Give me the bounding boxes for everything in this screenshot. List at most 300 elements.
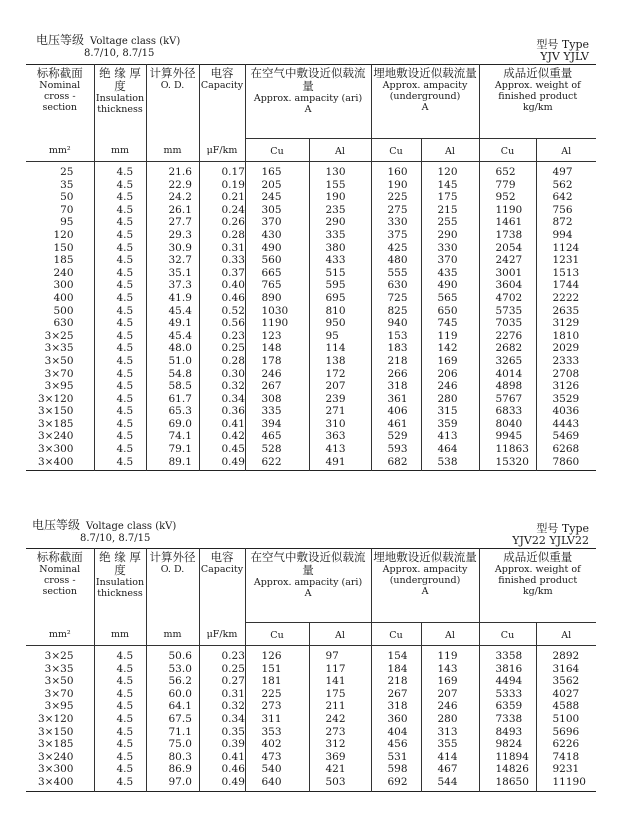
table-row bbox=[26, 279, 596, 292]
table-cell: 4.5 bbox=[94, 179, 146, 192]
table-row bbox=[26, 355, 596, 368]
table-cell: 435 bbox=[421, 267, 479, 280]
table-cell: 56.2 bbox=[146, 675, 199, 688]
table-cell: 225 bbox=[245, 688, 309, 701]
table-cell: 114 bbox=[309, 342, 371, 355]
weight-header: 成品近似重量 Approx. weight of finished product kg/km bbox=[479, 65, 596, 139]
table-cell: 5469 bbox=[536, 430, 596, 443]
table-cell: 4.5 bbox=[94, 776, 146, 791]
type-label-1 bbox=[536, 39, 589, 63]
table-row bbox=[26, 443, 596, 456]
table-cell: 126 bbox=[245, 646, 309, 663]
table-cell: 531 bbox=[371, 751, 421, 764]
table-cell: 3×25 bbox=[44, 650, 74, 662]
table-cell: 61.7 bbox=[146, 393, 199, 406]
table-cell: 117 bbox=[309, 663, 371, 676]
table-cell: 4.5 bbox=[94, 204, 146, 217]
table-cell: 0.49 bbox=[199, 456, 245, 471]
table-cell: 266 bbox=[371, 368, 421, 381]
ground-ampacity-header: 埋地敷设近似载流量 Approx. ampacity (underground) A bbox=[371, 549, 479, 623]
table-cell: 4014 bbox=[479, 368, 536, 381]
table-cell: 692 bbox=[371, 776, 421, 791]
table-cell: 652 bbox=[479, 162, 536, 179]
table-cell: 540 bbox=[245, 763, 309, 776]
table-cell: 4.5 bbox=[94, 700, 146, 713]
table-row bbox=[26, 204, 596, 217]
table-cell: 4.5 bbox=[94, 675, 146, 688]
table-cell: 58.5 bbox=[146, 380, 199, 393]
table-cell: 4702 bbox=[479, 292, 536, 305]
table-cell: 267 bbox=[371, 688, 421, 701]
table-cell: 4.5 bbox=[94, 393, 146, 406]
table-cell: 2682 bbox=[479, 342, 536, 355]
table-cell: 245 bbox=[245, 191, 309, 204]
table-row bbox=[26, 405, 596, 418]
table-cell: 622 bbox=[245, 456, 309, 471]
table-row bbox=[26, 456, 596, 471]
table-cell: 0.56 bbox=[199, 317, 245, 330]
table-row bbox=[26, 751, 596, 764]
table-cell: 2427 bbox=[479, 254, 536, 267]
table-cell: 4443 bbox=[536, 418, 596, 431]
table-cell: 1124 bbox=[536, 242, 596, 255]
table-cell: 465 bbox=[245, 430, 309, 443]
table-cell: 413 bbox=[421, 430, 479, 443]
table-cell: 8040 bbox=[479, 418, 536, 431]
table-cell: 353 bbox=[245, 726, 309, 739]
table-cell: 175 bbox=[309, 688, 371, 701]
table-cell: 1190 bbox=[479, 204, 536, 217]
table-cell: 0.28 bbox=[199, 229, 245, 242]
table-cell: 3129 bbox=[536, 317, 596, 330]
table-cell: 0.17 bbox=[199, 162, 245, 179]
table-cell: 37.3 bbox=[146, 279, 199, 292]
table-cell: 215 bbox=[421, 204, 479, 217]
table-cell: 310 bbox=[309, 418, 371, 431]
table-cell: 490 bbox=[421, 279, 479, 292]
table-body bbox=[26, 162, 596, 471]
table-cell: 240 bbox=[53, 266, 74, 279]
table-cell: 74.1 bbox=[146, 430, 199, 443]
table-cell: 4.5 bbox=[94, 342, 146, 355]
table-cell: 207 bbox=[309, 380, 371, 393]
table-cell: 950 bbox=[309, 317, 371, 330]
table-cell: 0.40 bbox=[199, 279, 245, 292]
unit-cell: Cu bbox=[371, 623, 421, 646]
table-cell: 433 bbox=[309, 254, 371, 267]
table-cell: 0.30 bbox=[199, 368, 245, 381]
table-row bbox=[26, 663, 596, 676]
table-row bbox=[26, 179, 596, 192]
table-cell: 18650 bbox=[479, 776, 536, 791]
table-cell: 300 bbox=[53, 279, 74, 292]
table-cell: 0.24 bbox=[199, 204, 245, 217]
table-cell: 4.5 bbox=[94, 646, 146, 663]
table-cell: 3×400 bbox=[37, 455, 74, 468]
table-cell: 529 bbox=[371, 430, 421, 443]
table-cell: 3×25 bbox=[44, 329, 74, 342]
table-cell: 205 bbox=[245, 179, 309, 192]
table-cell: 206 bbox=[421, 368, 479, 381]
table-cell: 60.0 bbox=[146, 688, 199, 701]
unit-cell: Cu bbox=[371, 139, 421, 162]
voltage-class-values: 8.7/10, 8.7/15 bbox=[84, 48, 155, 59]
table-cell: 4.5 bbox=[94, 380, 146, 393]
table-cell: 0.41 bbox=[199, 418, 245, 431]
table-cell: 29.3 bbox=[146, 229, 199, 242]
table-cell: 150 bbox=[53, 241, 74, 254]
table-cell: 79.1 bbox=[146, 443, 199, 456]
table-cell: 3×185 bbox=[37, 417, 74, 430]
table-cell: 4.5 bbox=[94, 405, 146, 418]
table-cell: 0.21 bbox=[199, 191, 245, 204]
table-cell: 2892 bbox=[536, 646, 596, 663]
table-cell: 153 bbox=[371, 330, 421, 343]
table-cell: 30.9 bbox=[146, 242, 199, 255]
unit-cell: mm bbox=[146, 139, 199, 162]
table-cell: 360 bbox=[371, 713, 421, 726]
table-cell: 5696 bbox=[536, 726, 596, 739]
table-cell: 53.0 bbox=[146, 663, 199, 676]
table-cell: 86.9 bbox=[146, 763, 199, 776]
unit-cell: μF/km bbox=[199, 139, 245, 162]
table-cell: 120 bbox=[421, 162, 479, 179]
table-cell: 308 bbox=[245, 393, 309, 406]
table-cell: 225 bbox=[371, 191, 421, 204]
unit-cell: Al bbox=[421, 623, 479, 646]
table-cell: 515 bbox=[309, 267, 371, 280]
table-cell: 4.5 bbox=[94, 738, 146, 751]
table-cell: 528 bbox=[245, 443, 309, 456]
table-row bbox=[26, 393, 596, 406]
table-cell: 363 bbox=[309, 430, 371, 443]
table-cell: 3×95 bbox=[44, 700, 74, 713]
table-cell: 0.34 bbox=[199, 713, 245, 726]
table-row bbox=[26, 242, 596, 255]
table-cell: 779 bbox=[479, 179, 536, 192]
table-cell: 1231 bbox=[536, 254, 596, 267]
thickness-header: 绝 缘 厚 度 Insulation thickness bbox=[94, 549, 146, 623]
table-cell: 330 bbox=[371, 216, 421, 229]
table-cell: 9945 bbox=[479, 430, 536, 443]
table-cell: 0.32 bbox=[199, 380, 245, 393]
capacity-header: 电容 Capacity bbox=[199, 65, 245, 139]
unit-cell: Cu bbox=[479, 623, 536, 646]
table-cell: 5767 bbox=[479, 393, 536, 406]
table-cell: 4036 bbox=[536, 405, 596, 418]
table-cell: 190 bbox=[371, 179, 421, 192]
table-cell: 3×70 bbox=[44, 687, 74, 700]
table-cell: 4.5 bbox=[94, 368, 146, 381]
table-cell: 1810 bbox=[536, 330, 596, 343]
table-cell: 375 bbox=[371, 229, 421, 242]
table-cell: 560 bbox=[245, 254, 309, 267]
table-row bbox=[26, 191, 596, 204]
table-cell: 97.0 bbox=[146, 776, 199, 791]
table-cell: 246 bbox=[421, 380, 479, 393]
type-label-2 bbox=[512, 523, 589, 547]
unit-cell: Al bbox=[309, 623, 371, 646]
table-row bbox=[26, 418, 596, 431]
table-cell: 3164 bbox=[536, 663, 596, 676]
table-cell: 7418 bbox=[536, 751, 596, 764]
table-row bbox=[26, 700, 596, 713]
table-cell: 4.5 bbox=[94, 763, 146, 776]
table-cell: 160 bbox=[371, 162, 421, 179]
table-cell: 273 bbox=[245, 700, 309, 713]
table-cell: 178 bbox=[245, 355, 309, 368]
table-cell: 4.5 bbox=[94, 330, 146, 343]
unit-row bbox=[26, 139, 596, 162]
table-cell: 80.3 bbox=[146, 751, 199, 764]
table-cell: 4.5 bbox=[94, 751, 146, 764]
table-cell: 872 bbox=[536, 216, 596, 229]
table-cell: 21.6 bbox=[146, 162, 199, 179]
table-cell: 2333 bbox=[536, 355, 596, 368]
table-cell: 7860 bbox=[536, 456, 596, 471]
table-cell: 271 bbox=[309, 405, 371, 418]
table-cell: 682 bbox=[371, 456, 421, 471]
table-cell: 0.39 bbox=[199, 738, 245, 751]
table-cell: 461 bbox=[371, 418, 421, 431]
table-row bbox=[26, 713, 596, 726]
table-cell: 41.9 bbox=[146, 292, 199, 305]
unit-cell: μF/km bbox=[199, 623, 245, 646]
table-cell: 3×185 bbox=[37, 738, 74, 751]
table-row bbox=[26, 675, 596, 688]
table-cell: 175 bbox=[421, 191, 479, 204]
table-cell: 1738 bbox=[479, 229, 536, 242]
table-cell: 3×300 bbox=[37, 443, 74, 456]
table-cell: 630 bbox=[371, 279, 421, 292]
table-cell: 7338 bbox=[479, 713, 536, 726]
table-cell: 3×50 bbox=[44, 354, 74, 367]
table-cell: 165 bbox=[245, 162, 309, 179]
table-cell: 500 bbox=[53, 304, 74, 317]
table-cell: 169 bbox=[421, 675, 479, 688]
voltage-class-en: Voltage class (kV) bbox=[90, 36, 181, 47]
table-cell: 169 bbox=[421, 355, 479, 368]
table-cell: 544 bbox=[421, 776, 479, 791]
table-cell: 3604 bbox=[479, 279, 536, 292]
table-cell: 290 bbox=[309, 216, 371, 229]
table-cell: 4.5 bbox=[94, 254, 146, 267]
table-cell: 940 bbox=[371, 317, 421, 330]
voltage-class-en: Voltage class (kV) bbox=[86, 521, 177, 532]
table-cell: 467 bbox=[421, 763, 479, 776]
table-cell: 640 bbox=[245, 776, 309, 791]
table-cell: 825 bbox=[371, 305, 421, 318]
table-row bbox=[26, 738, 596, 751]
table-cell: 406 bbox=[371, 405, 421, 418]
table-cell: 32.7 bbox=[146, 254, 199, 267]
section-header: 标称截面 Nominal cross - section bbox=[36, 550, 83, 597]
capacity-header: 电容 Capacity bbox=[199, 549, 245, 623]
table-cell: 725 bbox=[371, 292, 421, 305]
table-cell: 0.31 bbox=[199, 242, 245, 255]
table-cell: 361 bbox=[371, 393, 421, 406]
table-cell: 4.5 bbox=[94, 279, 146, 292]
table-cell: 275 bbox=[371, 204, 421, 217]
table-cell: 120 bbox=[53, 228, 74, 241]
table-cell: 3×35 bbox=[44, 662, 74, 675]
table-cell: 54.8 bbox=[146, 368, 199, 381]
table-cell: 64.1 bbox=[146, 700, 199, 713]
table-cell: 50 bbox=[60, 191, 74, 204]
table-cell: 4.5 bbox=[94, 355, 146, 368]
table-cell: 810 bbox=[309, 305, 371, 318]
table-cell: 8493 bbox=[479, 726, 536, 739]
table-cell: 246 bbox=[245, 368, 309, 381]
table-cell: 4.5 bbox=[94, 292, 146, 305]
table-cell: 0.19 bbox=[199, 179, 245, 192]
table-cell: 335 bbox=[309, 229, 371, 242]
table-cell: 4.5 bbox=[94, 191, 146, 204]
type-models: YJV22 YJLV22 bbox=[512, 534, 589, 547]
table-cell: 0.25 bbox=[199, 663, 245, 676]
table-cell: 89.1 bbox=[146, 456, 199, 471]
table-cell: 4.5 bbox=[94, 430, 146, 443]
air-ampacity-header: 在空气中敷设近似载流量 Approx. ampacity (ari) A bbox=[245, 65, 371, 139]
table-cell: 190 bbox=[309, 191, 371, 204]
table-cell: 3×150 bbox=[37, 405, 74, 418]
table-row bbox=[26, 229, 596, 242]
table-row bbox=[26, 763, 596, 776]
table-cell: 67.5 bbox=[146, 713, 199, 726]
table-cell: 0.27 bbox=[199, 675, 245, 688]
table-cell: 5735 bbox=[479, 305, 536, 318]
table-cell: 562 bbox=[536, 179, 596, 192]
table-body bbox=[26, 646, 596, 792]
table-cell: 267 bbox=[245, 380, 309, 393]
unit-cell: mm² bbox=[26, 623, 94, 646]
table-cell: 473 bbox=[245, 751, 309, 764]
table-row bbox=[26, 646, 596, 663]
table-cell: 280 bbox=[421, 393, 479, 406]
table-row bbox=[26, 162, 596, 179]
table-cell: 464 bbox=[421, 443, 479, 456]
table-cell: 4.5 bbox=[94, 663, 146, 676]
table-cell: 695 bbox=[309, 292, 371, 305]
unit-cell: Al bbox=[309, 139, 371, 162]
unit-cell: mm bbox=[94, 623, 146, 646]
table-cell: 756 bbox=[536, 204, 596, 217]
table-cell: 3×95 bbox=[44, 380, 74, 393]
table-cell: 1030 bbox=[245, 305, 309, 318]
table-cell: 745 bbox=[421, 317, 479, 330]
table-cell: 414 bbox=[421, 751, 479, 764]
type-label: 型号 Type bbox=[536, 38, 589, 51]
table-cell: 3×70 bbox=[44, 367, 74, 380]
table-cell: 45.4 bbox=[146, 305, 199, 318]
table-cell: 425 bbox=[371, 242, 421, 255]
weight-header: 成品近似重量 Approx. weight of finished product kg/km bbox=[479, 549, 596, 623]
table-cell: 239 bbox=[309, 393, 371, 406]
table-cell: 4.5 bbox=[94, 726, 146, 739]
table-cell: 246 bbox=[421, 700, 479, 713]
table-cell: 538 bbox=[421, 456, 479, 471]
table-row bbox=[26, 688, 596, 701]
table-cell: 50.6 bbox=[146, 646, 199, 663]
table-cell: 650 bbox=[421, 305, 479, 318]
table-cell: 0.35 bbox=[199, 726, 245, 739]
table-cell: 11863 bbox=[479, 443, 536, 456]
table-cell: 235 bbox=[309, 204, 371, 217]
table-row bbox=[26, 726, 596, 739]
table-cell: 119 bbox=[421, 330, 479, 343]
table-cell: 630 bbox=[53, 317, 74, 330]
table-cell: 402 bbox=[245, 738, 309, 751]
unit-cell: mm bbox=[94, 139, 146, 162]
table-cell: 3×240 bbox=[37, 750, 74, 763]
table-cell: 0.46 bbox=[199, 763, 245, 776]
table-cell: 0.31 bbox=[199, 688, 245, 701]
table-cell: 207 bbox=[421, 688, 479, 701]
table-cell: 490 bbox=[245, 242, 309, 255]
table-cell: 25 bbox=[60, 166, 74, 178]
table-cell: 3×50 bbox=[44, 675, 74, 688]
table-cell: 330 bbox=[421, 242, 479, 255]
unit-cell: Cu bbox=[479, 139, 536, 162]
table-row bbox=[26, 254, 596, 267]
table-cell: 95 bbox=[60, 216, 74, 229]
table-cell: 0.28 bbox=[199, 355, 245, 368]
table-cell: 1190 bbox=[245, 317, 309, 330]
table-cell: 27.7 bbox=[146, 216, 199, 229]
unit-row bbox=[26, 623, 596, 646]
od-header: 计算外径 O. D. bbox=[146, 549, 199, 623]
table-cell: 290 bbox=[421, 229, 479, 242]
table-cell: 3×120 bbox=[37, 392, 74, 405]
table-cell: 4.5 bbox=[94, 456, 146, 471]
table-cell: 0.36 bbox=[199, 405, 245, 418]
table-cell: 185 bbox=[53, 254, 74, 267]
table-cell: 15320 bbox=[479, 456, 536, 471]
table-cell: 355 bbox=[421, 738, 479, 751]
table-cell: 9824 bbox=[479, 738, 536, 751]
table-cell: 218 bbox=[371, 675, 421, 688]
table-cell: 35.1 bbox=[146, 267, 199, 280]
table-cell: 4.5 bbox=[94, 317, 146, 330]
table-cell: 3×35 bbox=[44, 342, 74, 355]
table-cell: 318 bbox=[371, 380, 421, 393]
table-cell: 71.1 bbox=[146, 726, 199, 739]
table-cell: 0.33 bbox=[199, 254, 245, 267]
table-cell: 218 bbox=[371, 355, 421, 368]
table-cell: 565 bbox=[421, 292, 479, 305]
table-cell: 97 bbox=[309, 646, 371, 663]
air-ampacity-header: 在空气中敷设近似载流量 Approx. ampacity (ari) A bbox=[245, 549, 371, 623]
table-cell: 65.3 bbox=[146, 405, 199, 418]
table-cell: 273 bbox=[309, 726, 371, 739]
unit-cell: Al bbox=[421, 139, 479, 162]
table-cell: 154 bbox=[371, 646, 421, 663]
table-cell: 155 bbox=[309, 179, 371, 192]
table-cell: 765 bbox=[245, 279, 309, 292]
table-cell: 181 bbox=[245, 675, 309, 688]
voltage-class-cn: 电压等级 bbox=[36, 33, 85, 47]
unit-cell: Cu bbox=[245, 623, 309, 646]
table-cell: 3×300 bbox=[37, 763, 74, 776]
voltage-class-header-1 bbox=[36, 34, 180, 60]
table-cell: 0.45 bbox=[199, 443, 245, 456]
table-cell: 4.5 bbox=[94, 713, 146, 726]
table-cell: 0.34 bbox=[199, 393, 245, 406]
table-cell: 123 bbox=[245, 330, 309, 343]
table-cell: 1744 bbox=[536, 279, 596, 292]
unit-cell: mm bbox=[146, 623, 199, 646]
table-cell: 75.0 bbox=[146, 738, 199, 751]
